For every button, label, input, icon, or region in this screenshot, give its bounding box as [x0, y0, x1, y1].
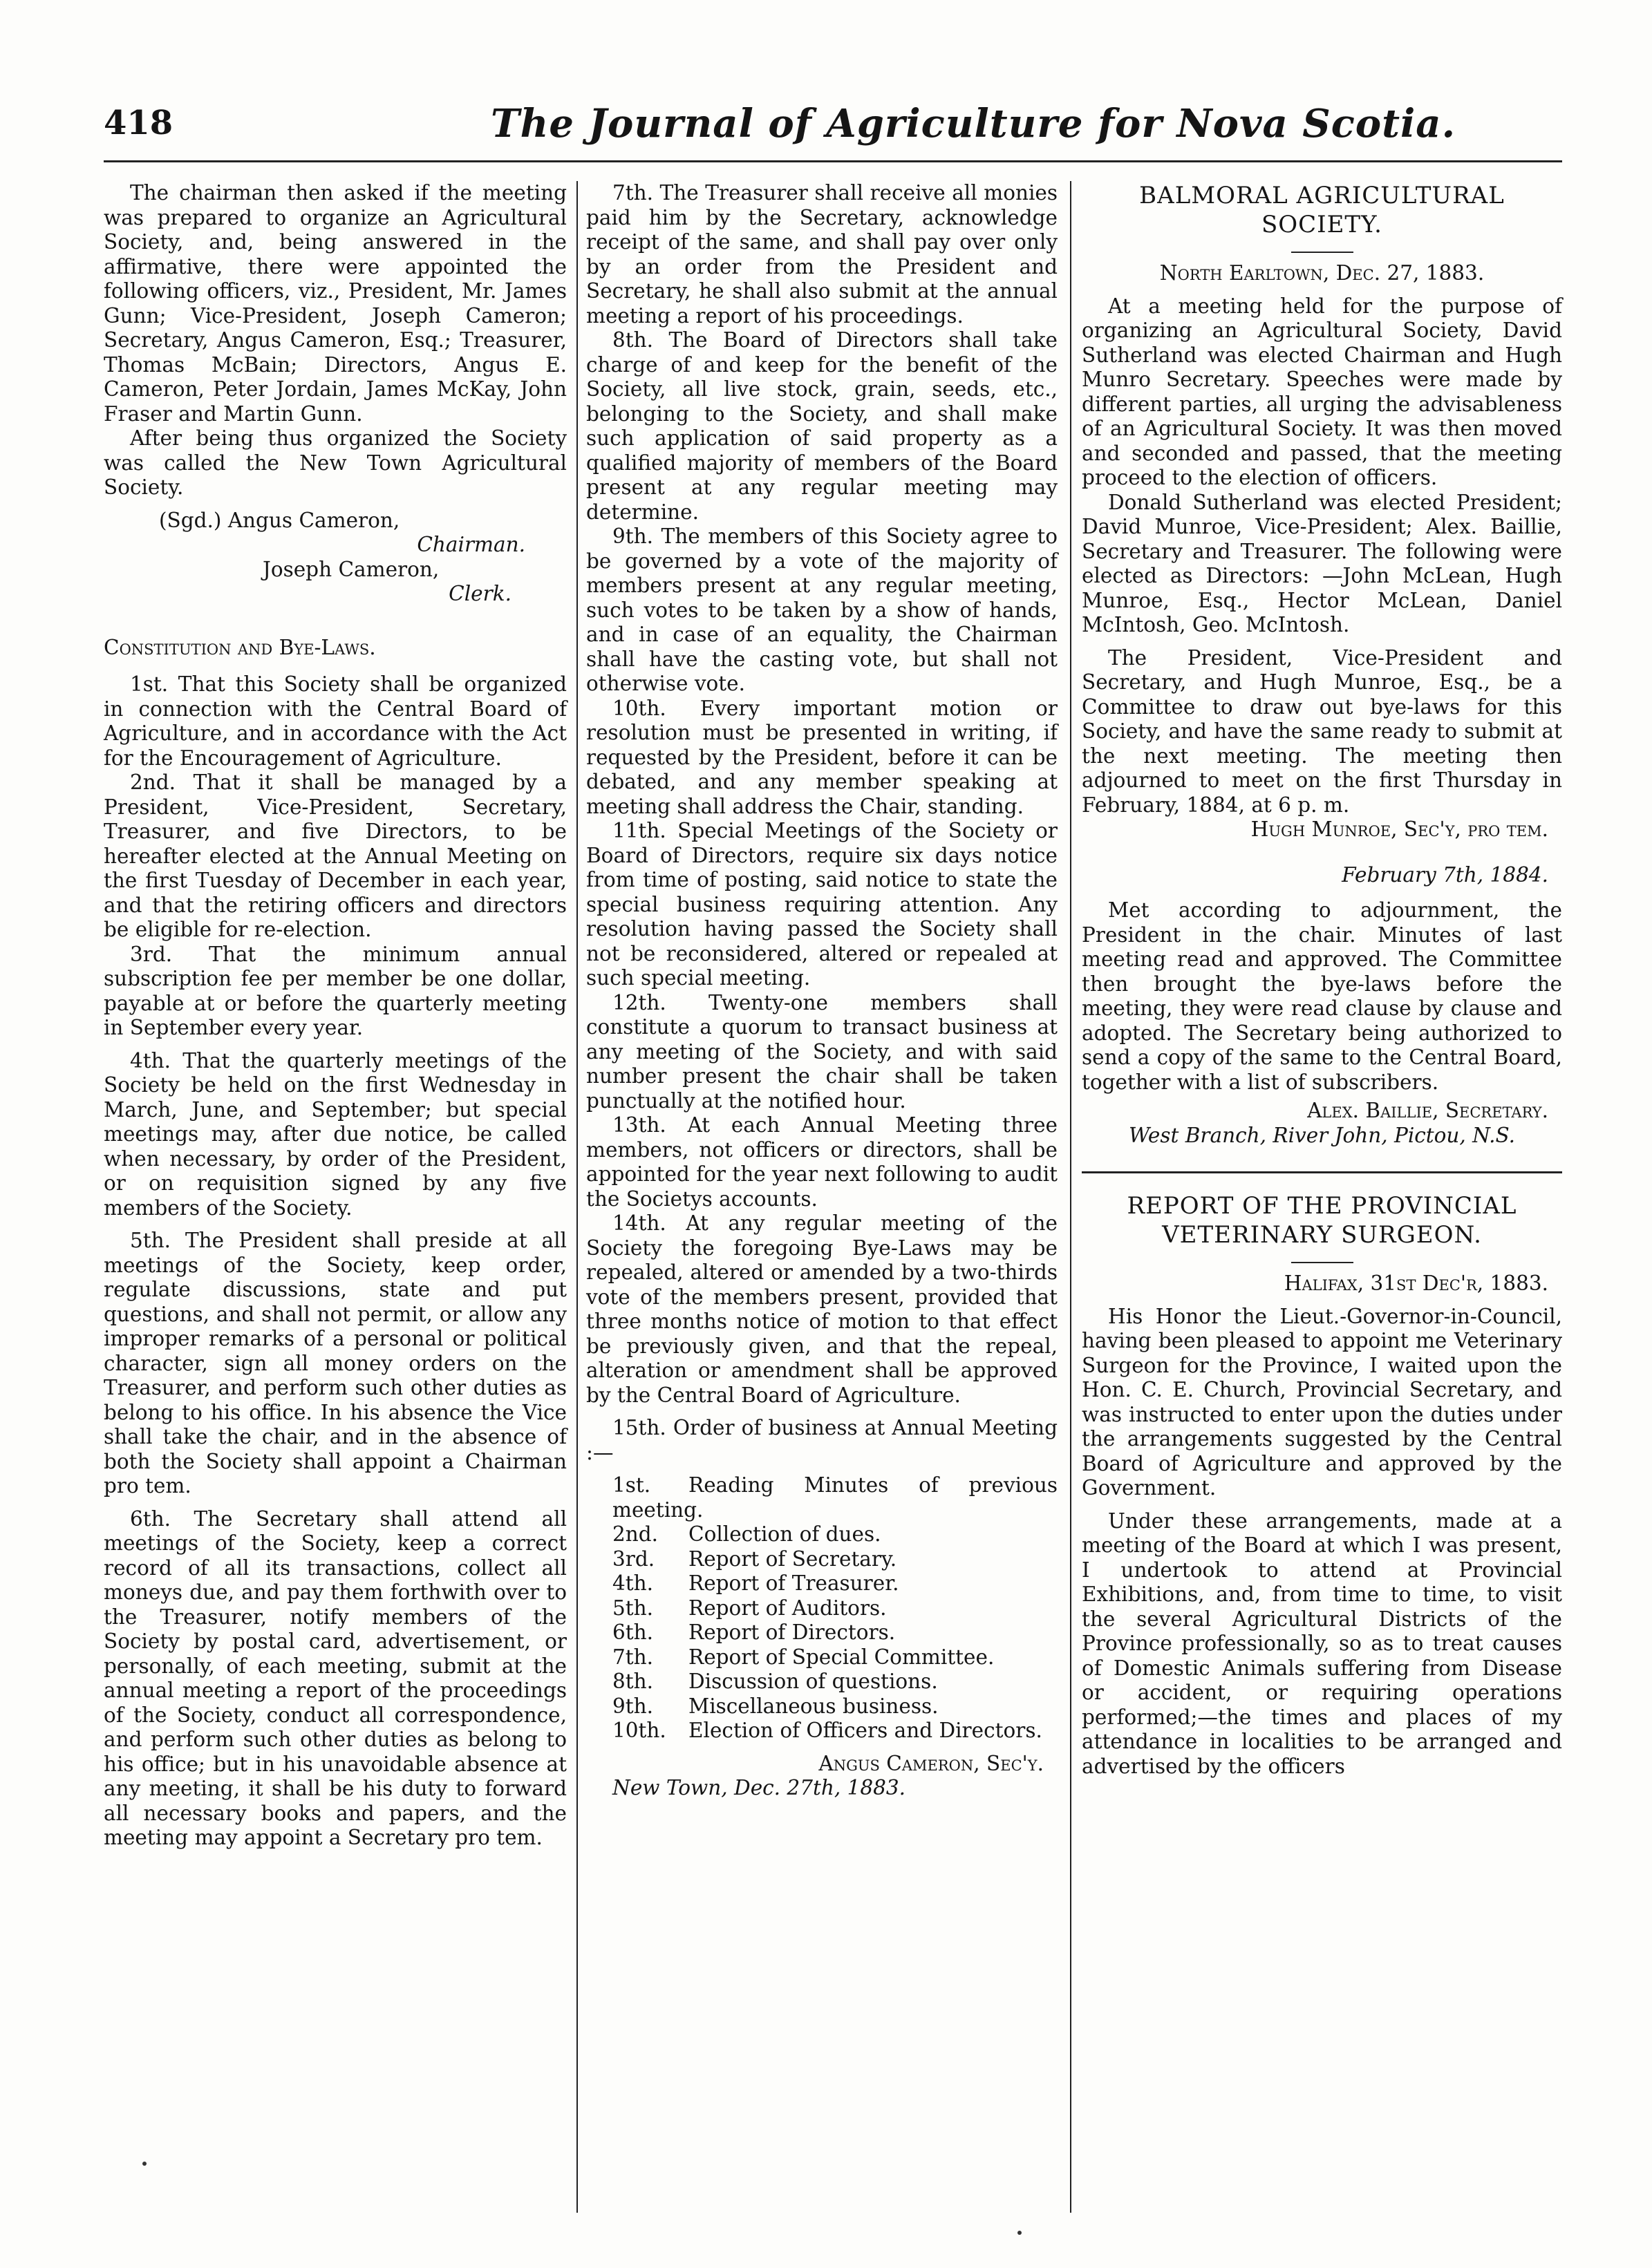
paragraph: Under these arrangements, made at a meeting of the Board at which I was present, I undertook to attend at Provincial Exhibitions, and, from time to time, to visit the several Agricultural Districts of the Province professionally, so as to treat causes of Domestic Animals suffering from Disease or accident, or requiring operations performed;—the times and places of my attendance in localities to be arranged and advertised by the officers — [1082, 1509, 1562, 1778]
signature: Joseph Cameron, — [263, 557, 440, 581]
dateline: Halifax, 31st Dec'r, 1883. — [1284, 1272, 1548, 1295]
signature-role: Chairman. — [417, 533, 525, 556]
column-3 — [1082, 181, 1562, 1779]
list-item: 1st. Reading Minutes of previous meeting. — [612, 1473, 1058, 1522]
column-divider — [1070, 181, 1071, 2213]
paragraph: His Honor the Lieut.-Governor-in-Council, having been pleased to appoint me Veterinary Surgeon for the Province, I waited upon the Hon. C. E. Church, Provincial Secretary, and was instructed to enter upon the duties under the arrangements suggested by the Central Board of Agriculture and approved by the Government. — [1082, 1304, 1562, 1500]
list-item: 10th. Election of Officers and Directors. — [612, 1719, 1042, 1742]
bye-law: 10th. Every important motion or resolution must be presented in writing, if requested by the President, before it can be debated, and any member speaking at meeting shall address the Chair, standing. — [586, 696, 1058, 818]
short-rule — [1291, 252, 1353, 253]
list-item: 7th. Report of Special Committee. — [612, 1645, 995, 1669]
bye-law: 12th. Twenty-one members shall constitute a quorum to transact business at any meeting of the Society, and with said number present the chair shall be taken punctually at the notified hour. — [586, 990, 1058, 1113]
bye-law: 15th. Order of business at Annual Meeting :— — [586, 1416, 1058, 1464]
signature: Hugh Munroe, Sec'y, pro tem. — [1250, 818, 1548, 841]
list-item: 9th. Miscellaneous business. — [612, 1694, 939, 1718]
bye-law: 6th. The Secretary shall attend all meetings of the Society, keep a correct record of all its transactions, collect all moneys due, and pay them forthwith over to the Treasurer, notify members of the Society by postal card, advertisement, or personally, of each meeting, submit at the annual meeting a report of the proceedings of the Society, conduct all correspondence, and perform such other duties as belong to his office; but in his unavoidable absence at any meeting, it shall be his duty to forward all necessary books and papers, and the meeting may appoint a Secretary pro tem. — [104, 1506, 567, 1849]
header-rule — [104, 160, 1562, 162]
list-item: 2nd. Collection of dues. — [612, 1522, 881, 1546]
column-2 — [586, 181, 1058, 1801]
list-item: 4th. Report of Treasurer. — [612, 1571, 899, 1595]
bye-law: 2nd. That it shall be managed by a President, Vice-President, Secretary, Treasurer, and five Directors, to be hereafter elected at the Annual Meeting on the first Tuesday of December in each year, and that the retiring officers and directors be eligible for re-election. — [104, 771, 567, 941]
paragraph: The chairman then asked if the meeting was prepared to organize an Agricultural Society, and, being answered in the affirmative, there were appointed the following officers, viz., President, Mr. James Gunn; Vice-President, Joseph Cameron; Secretary, Angus Cameron, Esq.; Treasurer, Thomas McBain; Directors, Angus E. Cameron, Peter Jordain, James McKay, John Fraser and Martin Gunn. — [104, 181, 567, 426]
signature: Alex. Baillie, Secretary. — [1307, 1099, 1548, 1122]
article-title: REPORT OF THE PROVINCIAL VETERINARY SURGEON. — [1127, 1192, 1517, 1249]
signature-role: Clerk. — [449, 582, 511, 605]
signature: (Sgd.) Angus Cameron, — [159, 508, 400, 532]
journal-title: The Journal of Agriculture for Nova Scotia. — [491, 101, 1456, 147]
article-title: BALMORAL AGRICULTURAL SOCIETY. — [1139, 182, 1505, 238]
bye-law: 5th. The President shall preside at all meetings of the Society, keep order, regulate discussions, state and put questions, and shall not permit, or allow any improper remarks of a personal or political character, sign all money orders on the Treasurer, and perform such other duties as belong to his office. In his absence the Vice shall take the chair, and in the absence of both the Society shall appoint a Chairman pro tem. — [104, 1229, 567, 1497]
ink-speck — [142, 2162, 147, 2166]
bye-law: 11th. Special Meetings of the Society or Board of Directors, require six days notice from time of posting, said notice to state the special business requiring attention. Any resolution having passed the Society shall not be reconsidered, altered or repealed at such special meeting. — [586, 819, 1058, 990]
bye-law: 4th. That the quarterly meetings of the Society be held on the first Wednesday in March, June, and September; but special meetings may, after due notice, be called when necessary, by order of the President, or on requisition signed by any five members of the Society. — [104, 1048, 567, 1220]
bye-law: 7th. The Treasurer shall receive all monies paid him by the Secretary, acknowledge receipt of the same, and shall pay over only by an order from the President and Secretary, he shall also submit at the annual meeting a report of his proceedings. — [586, 181, 1058, 328]
paragraph: At a meeting held for the purpose of organizing an Agricultural Society, David Sutherland was elected Chairman and Hugh Munro Secretary. Speeches were made by different parties, all urging the advisableness of an Agricultural Society. It was then moved and seconded and passed, that the meeting proceed to the election of officers. — [1082, 294, 1562, 489]
bye-law: 1st. That this Society shall be organized in connection with the Central Board of Agriculture, and in accordance with the Act for the Encouragement of Agriculture. — [104, 672, 567, 770]
page-number: 418 — [104, 104, 173, 142]
ink-speck — [1017, 2231, 1022, 2235]
dateline: North Earltown, Dec. 27, 1883. — [1159, 261, 1485, 285]
order-of-business-list — [586, 1473, 1058, 1743]
dateline: West Branch, River John, Pictou, N.S. — [1129, 1123, 1515, 1147]
paragraph: The President, Vice-President and Secretary, and Hugh Munroe, Esq., be a Committee to draw out bye-laws for this Society, and have the same ready to submit at the next meeting. The meeting then adjourned to meet on the first Thursday in February, 1884, at 6 p. m. — [1082, 645, 1562, 817]
paragraph: Donald Sutherland was elected President; David Munroe, Vice-President; Alex. Baillie, Secretary and Treasurer. The following were elected as Directors: —John McLean, Hugh Munroe, Esq., Hector McLean, Daniel McIntosh, Geo. McIntosh. — [1082, 490, 1562, 636]
dateline: New Town, Dec. 27th, 1883. — [612, 1776, 906, 1799]
paragraph: After being thus organized the Society was called the New Town Agricultural Society. — [104, 426, 567, 499]
column-1 — [104, 181, 567, 1851]
bye-law: 14th. At any regular meeting of the Society the foregoing Bye-Laws may be repealed, altered or amended by a two-thirds vote of the members present, provided that three months notice of motion to that effect be previously given, and that the repeal, alteration or amendment shall be approved by the Central Board of Agriculture. — [586, 1211, 1058, 1407]
list-item: 6th. Report of Directors. — [612, 1620, 896, 1644]
date: February 7th, 1884. — [1342, 862, 1548, 887]
page-header — [104, 97, 1562, 152]
signature: Angus Cameron, Sec'y. — [818, 1751, 1044, 1775]
short-rule — [1291, 1262, 1353, 1263]
column-divider — [576, 181, 578, 2213]
list-item: 5th. Report of Auditors. — [612, 1596, 887, 1620]
bye-law: 9th. The members of this Society agree to be governed by a vote of the majority of members present at any regular meeting, such votes to be taken by a show of hands, and in case of an equality, the Chairman shall have the casting vote, but shall not otherwise vote. — [586, 525, 1058, 695]
bye-law: 3rd. That the minimum annual subscription fee per member be one dollar, payable at or before the quarterly meeting in September every year. — [104, 942, 567, 1039]
section-rule — [1082, 1171, 1562, 1173]
list-item: 3rd. Report of Secretary. — [612, 1547, 897, 1571]
bye-law: 8th. The Board of Directors shall take charge of and keep for the benefit of the Society, all live stock, grain, seeds, etc., belonging to the Society, and shall make such application of said property as a qualified majority of members of the Board present at any regular meeting may determine. — [586, 328, 1058, 524]
paragraph: Met according to adjournment, the President in the chair. Minutes of last meeting read and approved. The Committee then brought the bye-laws before the meeting, they were read clause by clause and adopted. The Secretary being authorized to send a copy of the same to the Central Board, together with a list of subscribers. — [1082, 898, 1562, 1094]
list-item: 8th. Discussion of questions. — [612, 1670, 938, 1693]
bye-law: 13th. At each Annual Meeting three members, not officers or directors, shall be appointed for the year next following to audit the Societys accounts. — [586, 1113, 1058, 1211]
section-heading: Constitution and Bye-Laws. — [104, 635, 376, 659]
